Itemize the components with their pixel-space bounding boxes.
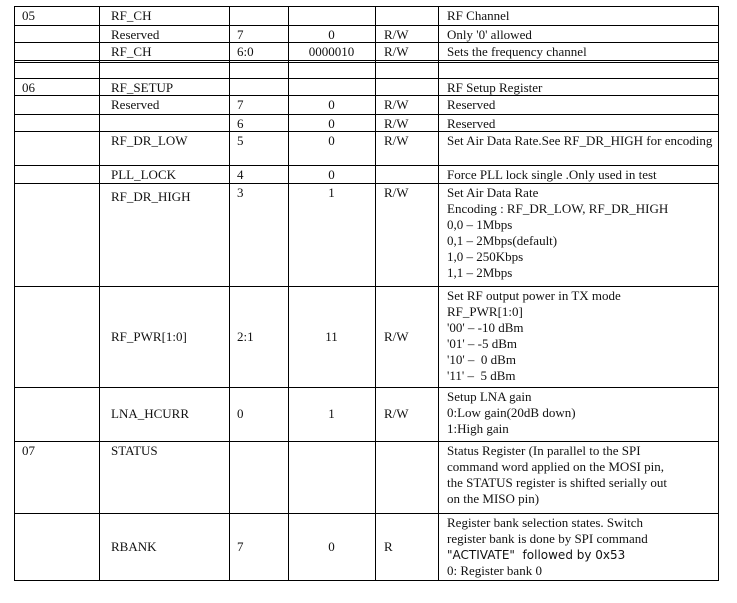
cell-type: R/W	[384, 406, 409, 421]
cell-bit: 7	[237, 27, 244, 42]
cell-description: Sets the frequency channel	[447, 44, 587, 59]
cell-mnemonic: Reserved	[111, 97, 160, 112]
column-rule	[438, 6, 439, 580]
row-rule	[14, 114, 719, 115]
cell-bit: 4	[237, 167, 244, 182]
cell-bit: 7	[237, 539, 244, 554]
cell-reset-value: 1	[328, 406, 335, 421]
cell-description: Reserved	[447, 97, 496, 112]
cell-description: RF Setup Register	[447, 80, 543, 95]
cell-mnemonic: RF_CH	[111, 8, 152, 23]
cell-mnemonic: STATUS	[111, 443, 158, 458]
cell-description	[447, 515, 714, 579]
column-rule	[718, 6, 719, 580]
cell-address: 06	[22, 80, 35, 95]
row-rule	[14, 286, 719, 287]
cell-bit: 0	[237, 406, 244, 421]
cell-bit: 7	[237, 97, 244, 112]
column-rule	[99, 6, 100, 580]
cell-description: RF Channel	[447, 8, 510, 23]
cell-description: Reserved	[447, 116, 496, 131]
cell-bit: 2:1	[237, 329, 254, 344]
cell-type: R/W	[384, 185, 409, 200]
cell-description: Only '0' allowed	[447, 27, 532, 42]
cell-bit: 6:0	[237, 44, 254, 59]
cell-type: R/W	[384, 27, 409, 42]
row-rule	[14, 183, 719, 184]
column-rule	[288, 6, 289, 580]
cell-address: 05	[22, 8, 35, 23]
cell-type: R	[384, 539, 393, 554]
cell-type: R/W	[384, 97, 409, 112]
cell-mnemonic: Reserved	[111, 27, 160, 42]
cell-bit: 6	[237, 116, 244, 131]
cell-type: R/W	[384, 133, 409, 148]
description-line: register bank is done by SPI command	[447, 531, 648, 546]
cell-description: Status Register (In parallel to the SPI command word applied on the MOSI pin, the STATUS register is shifted serially out on the MISO pin)	[447, 443, 667, 506]
cell-reset-value: 0	[328, 133, 335, 148]
description-line: "ACTIVATE" followed by 0x53	[447, 548, 626, 562]
cell-mnemonic: RF_DR_HIGH	[111, 189, 191, 204]
cell-type: R/W	[384, 116, 409, 131]
row-rule	[14, 165, 719, 166]
cell-description: Setup LNA gain 0:Low gain(20dB down) 1:High gain	[447, 389, 576, 436]
row-rule	[14, 6, 719, 7]
row-rule	[14, 25, 719, 26]
cell-description: Force PLL lock single .Only used in test	[447, 167, 657, 182]
column-rule	[14, 6, 15, 580]
cell-mnemonic: RF_PWR[1:0]	[111, 329, 187, 344]
cell-reset-value: 1	[328, 185, 335, 200]
column-rule	[375, 6, 376, 580]
cell-reset-value: 0	[328, 539, 335, 554]
row-rule	[14, 513, 719, 514]
cell-mnemonic: RF_DR_LOW	[111, 133, 188, 148]
cell-reset-value: 11	[325, 329, 338, 344]
cell-reset-value: 0	[328, 167, 335, 182]
cell-mnemonic: RF_CH	[111, 44, 152, 59]
cell-reset-value: 0	[328, 27, 335, 42]
cell-bit: 5	[237, 133, 244, 148]
row-rule	[14, 60, 719, 61]
cell-reset-value: 0000010	[308, 44, 355, 59]
cell-description: Set Air Data Rate Encoding : RF_DR_LOW, RF_DR_HIGH 0,0 – 1Mbps 0,1 – 2Mbps(default) 1,0 – 250Kbps 1,1 – 2Mbps	[447, 185, 669, 280]
cell-reset-value: 0	[328, 116, 335, 131]
cell-mnemonic: LNA_HCURR	[111, 406, 190, 421]
column-rule	[229, 6, 230, 580]
cell-type: R/W	[384, 329, 409, 344]
description-line: Register bank selection states. Switch	[447, 515, 644, 530]
cell-reset-value: 0	[328, 97, 335, 112]
row-rule	[14, 441, 719, 442]
cell-mnemonic: PLL_LOCK	[111, 167, 176, 182]
cell-description: Set RF output power in TX mode RF_PWR[1:0] '00' – -10 dBm '01' – -5 dBm '10' – 0 dBm '11' – 5 dBm	[447, 288, 621, 383]
cell-bit: 3	[237, 185, 244, 200]
cell-type: R/W	[384, 44, 409, 59]
row-rule	[14, 387, 719, 388]
row-rule	[14, 62, 719, 63]
row-rule	[14, 78, 719, 79]
cell-mnemonic: RBANK	[111, 539, 157, 554]
cell-address: 07	[22, 443, 35, 458]
cell-description: Set Air Data Rate.See RF_DR_HIGH for encoding	[447, 133, 713, 148]
description-line: 0: Register bank 0	[447, 563, 542, 578]
row-rule	[14, 580, 719, 581]
cell-mnemonic: RF_SETUP	[111, 80, 174, 95]
